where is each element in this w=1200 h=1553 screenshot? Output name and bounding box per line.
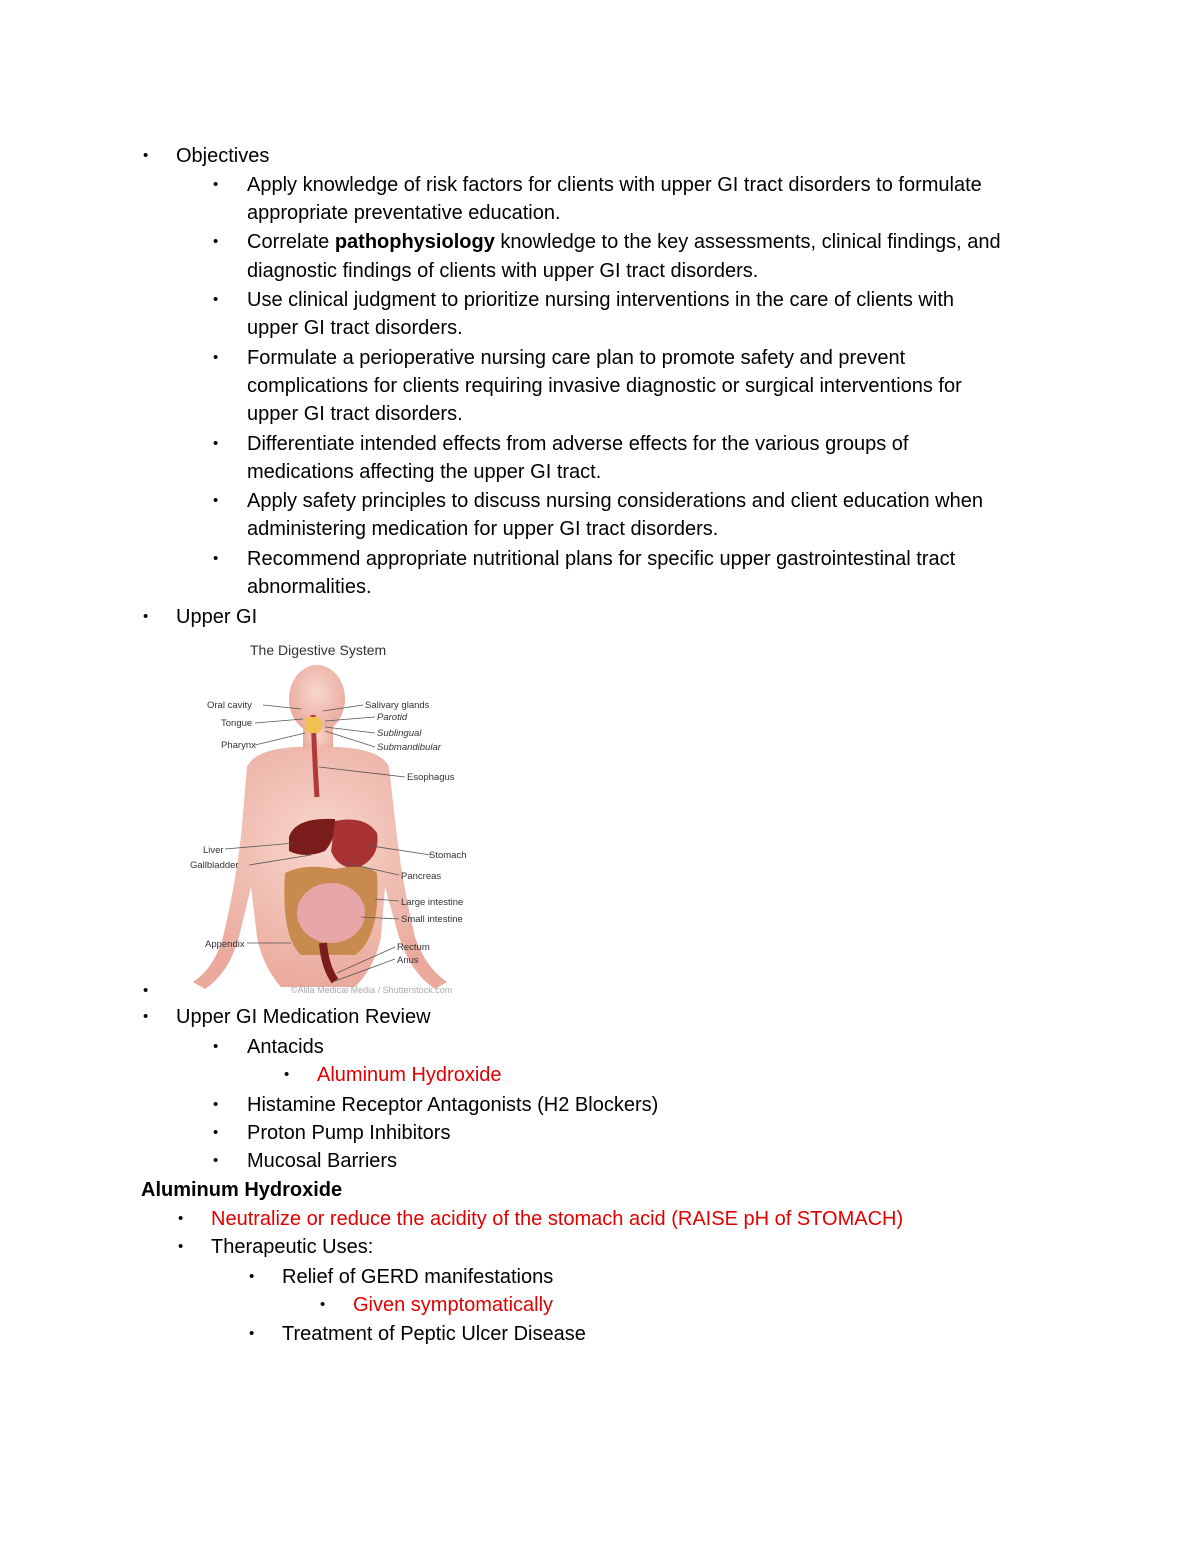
image-credit: ©Alila Medical Media / Shutterstock.com [291,985,453,995]
bullet: • [213,291,219,308]
bullet: • [284,1066,290,1083]
objective-3-line-1: Use clinical judgment to prioritize nursing interventions in the care of clients with [247,289,955,311]
objective-5-line-1: Differentiate intended effects from adverse effects for the various groups of [247,433,909,455]
bullet: • [143,608,149,625]
bullet: • [213,1038,219,1055]
label-tongue: Tongue [221,718,253,729]
label-submandibular: Submandibular [377,742,441,753]
bullet: • [143,982,149,999]
label-esophagus: Esophagus [407,772,455,783]
bullet: • [249,1268,255,1285]
antacids-item: Antacids [247,1036,324,1058]
label-oral-cavity: Oral cavity [207,700,252,711]
bullet: • [178,1238,184,1255]
label-rectum: Rectum [397,942,430,953]
bullet: • [213,349,219,366]
objective-2-bold: pathophysiology [334,231,495,253]
objective-6-line-2: administering medication for upper GI tract disorders. [247,518,719,540]
bullet: • [143,1008,149,1025]
bullet: • [178,1210,184,1227]
therapeutic-uses-label: Therapeutic Uses: [211,1236,374,1258]
label-small-intestine: Small intestine [401,914,463,925]
objectives-heading: Objectives [176,145,270,167]
label-pancreas: Pancreas [401,871,442,882]
aluminum-action: Neutralize or reduce the acidity of the stomach acid (RAISE pH of STOMACH) [211,1208,904,1230]
objective-2-line-2: diagnostic findings of clients with upper GI tract disorders. [247,260,759,282]
h2-blockers-item: Histamine Receptor Antagonists (H2 Blockers) [247,1094,659,1116]
diagram-title: The Digestive System [250,642,387,658]
bullet: • [320,1296,326,1313]
bullet: • [213,435,219,452]
digestive-system-diagram [185,637,485,999]
med-review-heading: Upper GI Medication Review [176,1006,431,1028]
bullet: • [213,176,219,193]
bullet: • [213,1152,219,1169]
given-symptomatically-item: Given symptomatically [353,1294,554,1316]
objective-6-line-1: Apply safety principles to discuss nursing considerations and client education when [247,490,983,512]
mucosal-barriers-item: Mucosal Barriers [247,1150,398,1172]
objective-4-line-1: Formulate a perioperative nursing care plan to promote safety and prevent [247,347,906,369]
objective-7-line-1: Recommend appropriate nutritional plans for specific upper gastrointestinal tract [247,548,956,570]
bullet: • [213,550,219,567]
objective-2-post: knowledge to the key assessments, clinical findings, and [494,231,1001,253]
objective-7-line-2: abnormalities. [247,576,372,598]
upper-gi-heading: Upper GI [176,606,258,628]
bullet: • [143,147,149,164]
bullet: • [213,492,219,509]
label-parotid: Parotid [377,712,408,723]
label-pharynx: Pharynx [221,740,256,751]
objective-1-line-1: Apply knowledge of risk factors for clients with upper GI tract disorders to formulate [247,174,982,196]
bullet: • [213,1096,219,1113]
label-stomach: Stomach [429,850,467,861]
bullet: • [213,1124,219,1141]
aluminum-hydroxide-item: Aluminum Hydroxide [317,1064,502,1086]
label-anus: Anus [397,955,419,966]
bullet: • [249,1325,255,1342]
objective-4-line-3: upper GI tract disorders. [247,403,463,425]
pud-item: Treatment of Peptic Ulcer Disease [282,1323,586,1345]
objective-2-pre: Correlate [247,231,335,253]
objective-2-line-1 [247,228,1001,256]
label-sublingual: Sublingual [377,728,422,739]
objective-1-line-2: appropriate preventative education. [247,202,561,224]
label-large-intestine: Large intestine [401,897,464,908]
label-salivary-glands: Salivary glands [365,700,430,711]
aluminum-section-heading: Aluminum Hydroxide [141,1179,343,1201]
label-gallbladder: Gallbladder [190,860,239,871]
label-appendix: Appendix [205,939,245,950]
label-liver: Liver [203,845,224,856]
objective-4-line-2: complications for clients requiring invasive diagnostic or surgical interventions for [247,375,962,397]
gerd-item: Relief of GERD manifestations [282,1266,554,1288]
ppi-item: Proton Pump Inhibitors [247,1122,451,1144]
bullet: • [213,233,219,250]
objective-5-line-2: medications affecting the upper GI tract. [247,461,602,483]
objective-3-line-2: upper GI tract disorders. [247,317,463,339]
